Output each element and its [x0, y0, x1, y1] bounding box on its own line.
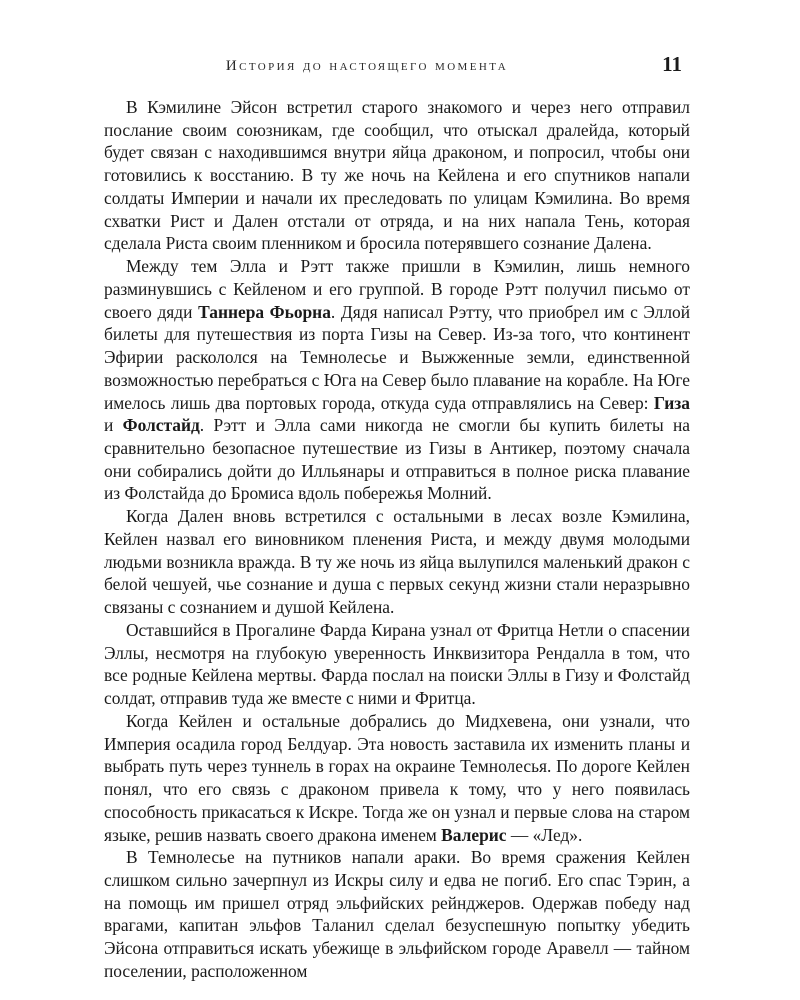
place-name: Гиза	[653, 392, 690, 413]
text-segment: . Рэтт и Элла сами никогда не смогли бы купить билеты на сравнительно безопасное путешествие из Гизы в Антикер, поэтому сначала они собирались дойти до Илльянары и отправиться в полное риска плавание из Фолстайда до Бромиса вдоль побережья Молний.	[104, 415, 690, 504]
dragon-name: Валерис	[441, 824, 507, 845]
paragraph	[104, 619, 690, 710]
text-segment: Оставшийся в Прогалине Фарда Кирана узнал от Фритца Нетли о спасении Эллы, несмотря на глубокую уверенность Инквизитора Рендалла в том, что все родные Кейлена мертвы. Фарда послал на поиски Эллы в Гизу и Фолстайд солдат, отправив туда же вместе с ними и Фритца.	[104, 619, 690, 709]
paragraph	[104, 710, 690, 846]
body-text	[104, 96, 690, 983]
place-name: Фолстайд	[122, 415, 200, 436]
text-segment: В Темнолесье на путников напали араки. Во время сражения Кейлен слишком сильно зачерпнул из Искры силу и едва не погиб. Его спас Тэрин, а на помощь им пришел отряд эльфийских рейнджеров. Одержав победу над врагами, капитан эльфов Таланил сделал безуспешную попытку убедить Эйсона отправиться искать убежище в эльфийском городе Аравелл — тайном поселении, расположенном	[104, 847, 690, 981]
chapter-title: История до настоящего момента	[225, 58, 509, 74]
paragraph	[104, 505, 690, 619]
text-segment: Между тем Элла и Рэтт также пришли в Кэмилин, лишь немного разминувшись с Кейленом и его группой. В городе Рэтт получил письмо от своего дяди	[104, 256, 690, 322]
text-segment: Когда Дален вновь встретился с остальными в лесах возле Кэмилина, Кейлен назвал его виновником пленения Риста, и между двумя молодыми людьми возникла вражда. В ту же ночь из яйца вылупился маленький дракон с белой чешуей, чье сознание и душа с первых секунд жизни стали неразрывно связаны с сознанием и душой Кейлена.	[104, 506, 690, 618]
text-segment: — «Лед».	[506, 824, 583, 845]
text-segment: и	[104, 415, 123, 436]
book-page	[104, 40, 690, 983]
running-header	[104, 40, 690, 80]
paragraph	[104, 846, 690, 982]
paragraph	[104, 96, 690, 255]
text-segment: В Кэмилине Эйсон встретил старого знакомого и через него отправил послание своим союзникам, где сообщил, что отыскал дралейда, который будет связан с находившимся внутри яйца драконом, и попросил, чтобы они готовились к восстанию. В ту же ночь на Кейлена и его спутников напали солдаты Империи и начали их преследовать по улицам Кэмилина. Во время схватки Рист и Дален отстали от отряда, и на них напала Тень, которая сделала Риста своим пленником и бросила потерявшего сознание Далена.	[104, 97, 690, 254]
page-number: 11	[662, 52, 682, 76]
character-name: Таннера Фьорна	[198, 301, 331, 322]
text-segment: Когда Кейлен и остальные добрались до Мидхевена, они узнали, что Империя осадила город Белдуар. Эта новость заставила их изменить планы и выбрать путь через туннель в горах на окраине Темнолесья. По дороге Кейлен понял, что его связь с драконом привела к тому, что у него появилась способность прикасаться к Искре. Тогда же он узнал и первые слова на старом языке, решив назвать своего дракона именем	[104, 710, 690, 845]
paragraph	[104, 255, 690, 505]
text-segment: . Дядя написал Рэтту, что приобрел им с Эллой билеты для путешествия из порта Гизы на Север. Из-за того, что континент Эфирии раскололся на Темнолесье и Выжженные земли, единственной возможностью перебраться с Юга на Север было плавание на корабле. На Юге имелось лишь два портовых города, откуда суда отправлялись на Север:	[104, 301, 691, 413]
